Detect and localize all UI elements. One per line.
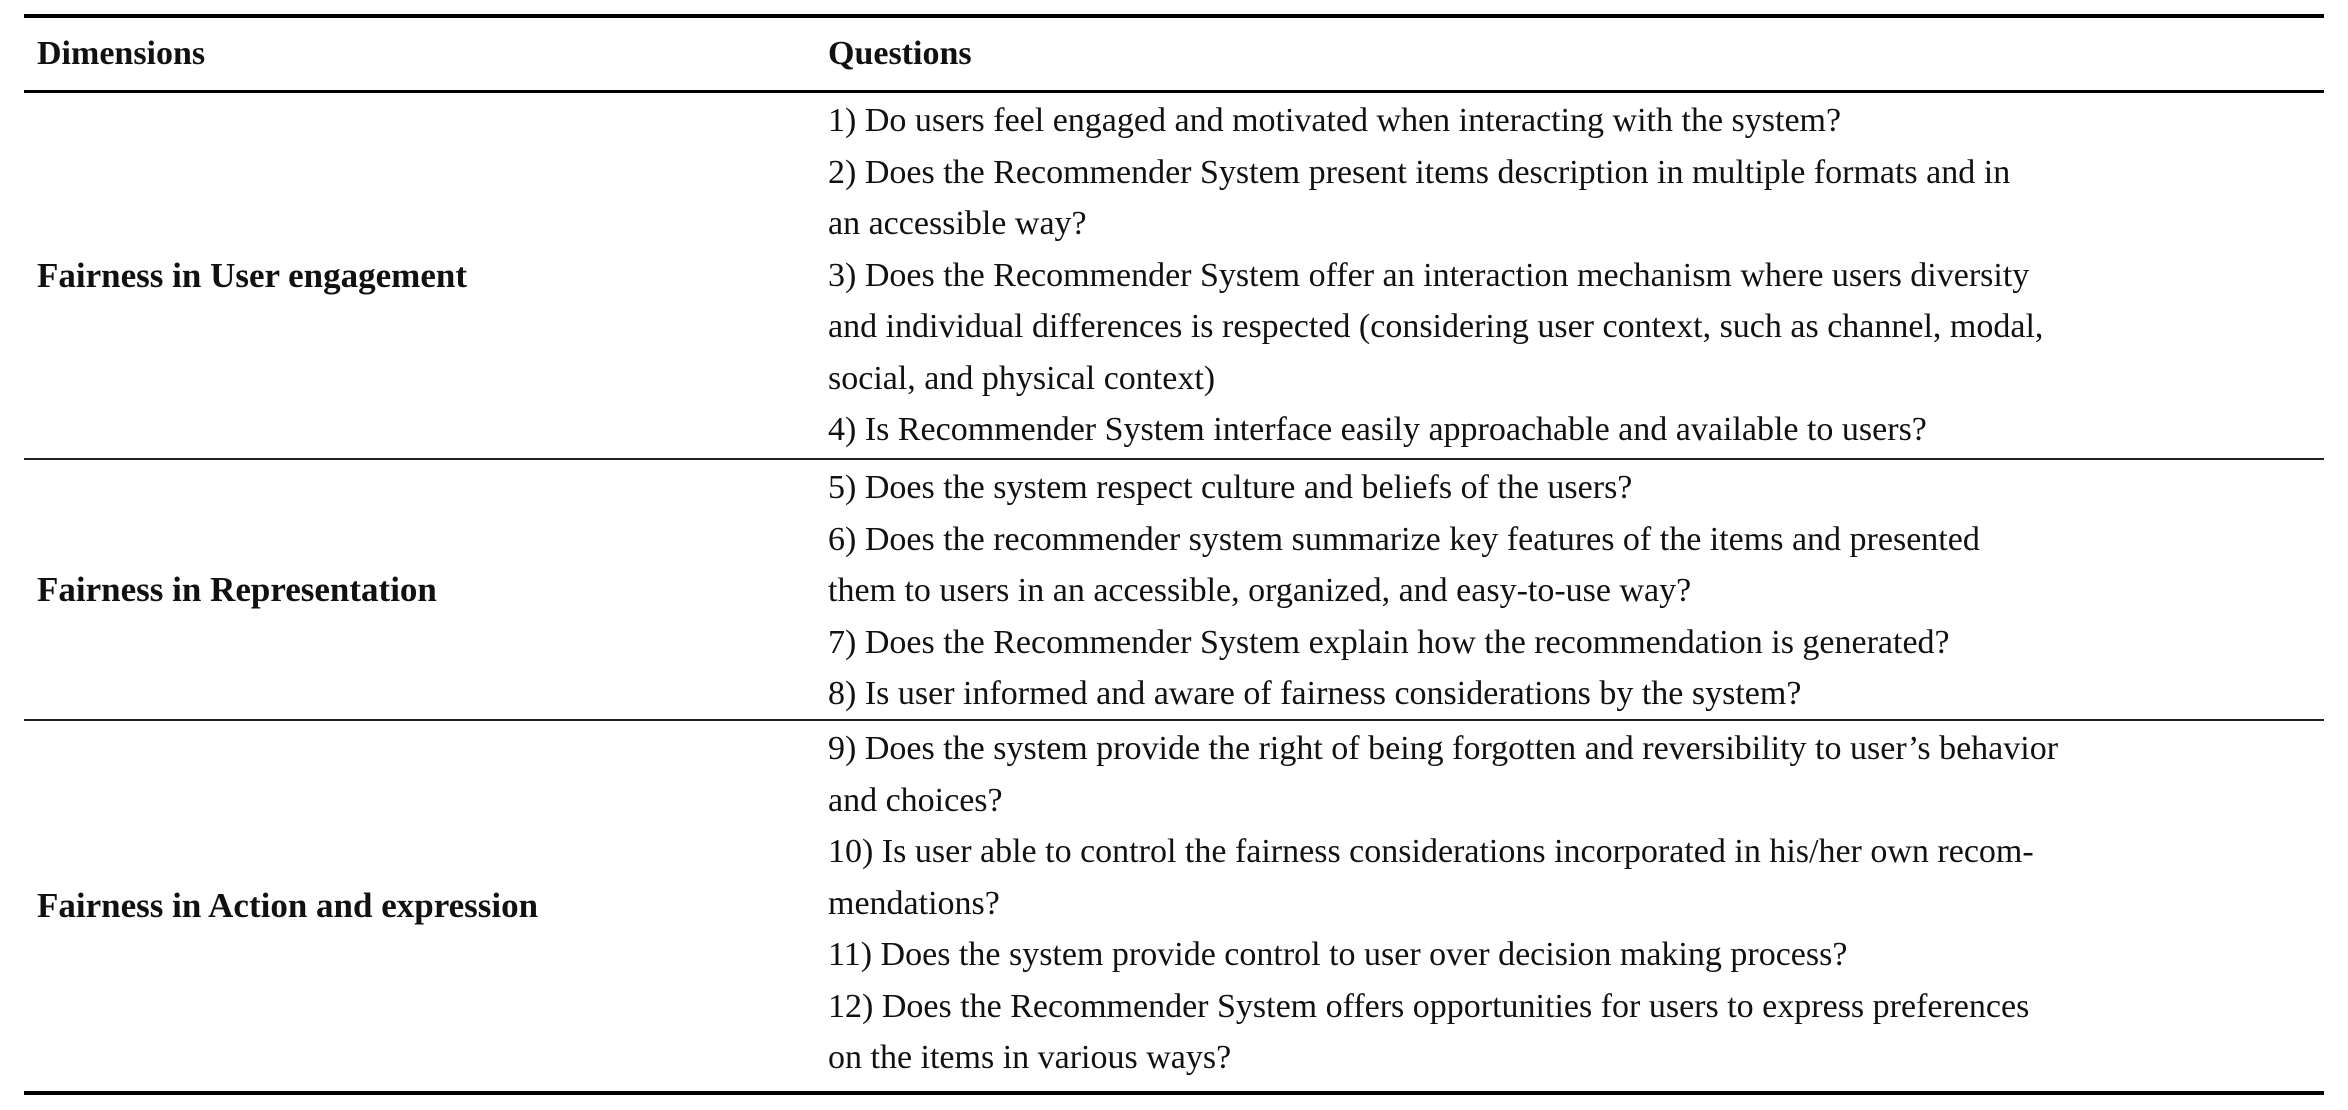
question-line: 3) Does the Recommender System offer an interaction mechanism where users diversity <box>828 256 2030 294</box>
dimension-label: Fairness in Action and expression <box>37 886 539 925</box>
question-line: mendations? <box>828 884 1000 922</box>
questions-cell <box>828 93 2324 458</box>
header-questions: Questions <box>828 35 972 72</box>
question-line: 6) Does the recommender system summarize key features of the items and presented <box>828 520 1980 558</box>
table-row <box>24 721 2324 1091</box>
question-line: 8) Is user informed and aware of fairness considerations by the system? <box>828 675 1802 712</box>
question-line: them to users in an accessible, organized, and easy-to-use way? <box>828 572 1692 609</box>
table-row <box>24 460 2324 719</box>
question-line: and individual differences is respected (considering user context, such as channel, modal, <box>828 308 2044 345</box>
question-line: 4) Is Recommender System interface easily approachable and available to users? <box>828 411 1927 448</box>
table-row <box>24 93 2324 458</box>
question-line: 10) Is user able to control the fairness considerations incorporated in his/her own recom- <box>828 833 2034 870</box>
header-dimensions: Dimensions <box>37 35 206 72</box>
question-line: 7) Does the Recommender System explain how the recommendation is generated? <box>828 623 1950 661</box>
question-line: 2) Does the Recommender System present items description in multiple formats and in <box>828 153 2011 191</box>
question-line: social, and physical context) <box>828 359 1216 397</box>
question-line: 1) Do users feel engaged and motivated when interacting with the system? <box>828 102 1842 139</box>
bottom-rule <box>24 1091 2324 1095</box>
dimension-label: Fairness in User engagement <box>37 255 467 295</box>
question-line: 5) Does the system respect culture and beliefs of the users? <box>828 469 1633 506</box>
question-line: and choices? <box>828 781 1003 819</box>
question-line: an accessible way? <box>828 205 1087 242</box>
question-line: 12) Does the Recommender System offers opportunities for users to express preferences <box>828 987 2030 1025</box>
question-line: on the items in various ways? <box>828 1039 1232 1076</box>
fairness-questions-table <box>24 14 2324 1095</box>
question-line: 9) Does the system provide the right of being forgotten and reversibility to user’s behavior <box>828 730 2059 767</box>
questions-cell <box>828 460 2324 719</box>
question-line: 11) Does the system provide control to user over decision making process? <box>828 936 1848 973</box>
header-row <box>24 18 2324 90</box>
questions-cell <box>828 721 2324 1091</box>
dimension-label: Fairness in Representation <box>37 569 437 609</box>
